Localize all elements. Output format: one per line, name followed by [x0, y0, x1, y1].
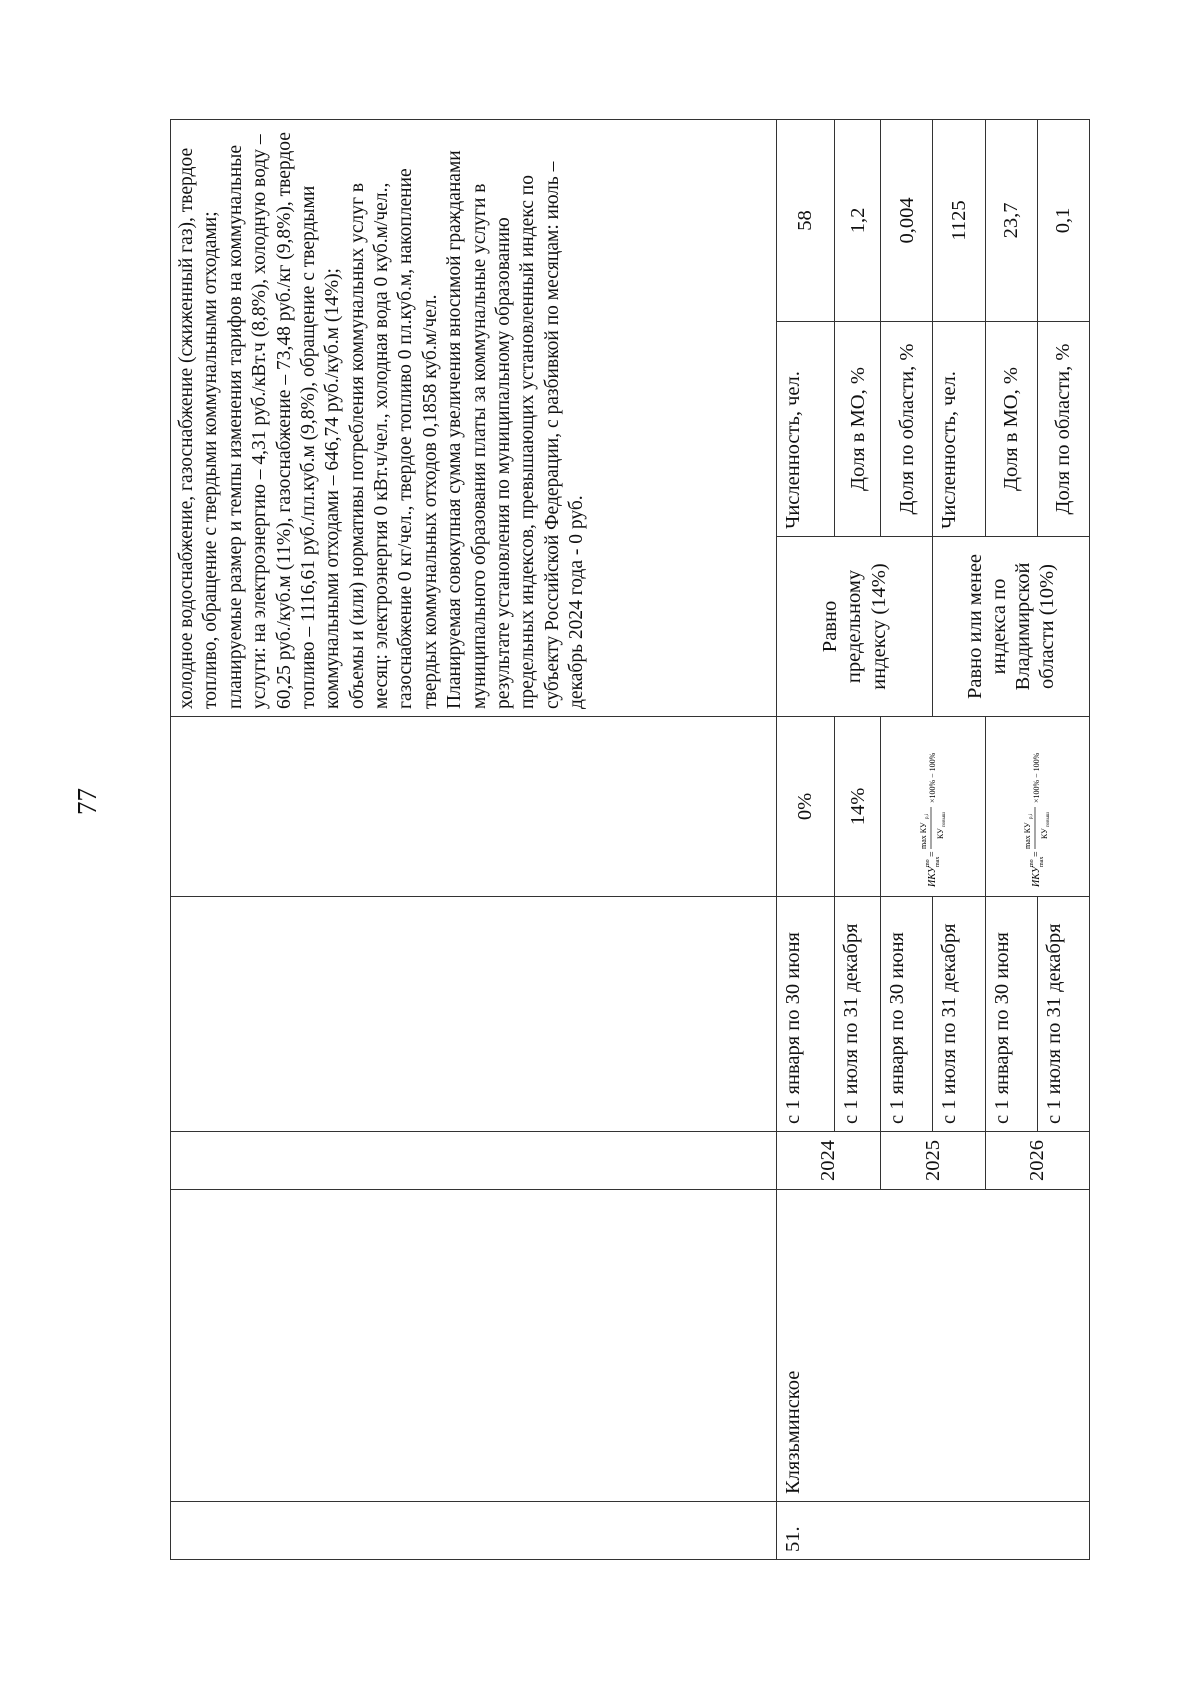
description-paragraph: холодное водоснабжение, газоснабжение (сжиженный газ), твердое топливо, обращение с твердыми коммунальными отходами; — [176, 147, 222, 709]
description-cell — [171, 119, 777, 716]
name-cell-blank — [171, 1190, 777, 1502]
indicator-label: Численность, чел. — [776, 322, 834, 537]
period-cell: с 1 января по 30 июня — [776, 897, 834, 1132]
period-cell: с 1 июля по 31 декабря — [933, 897, 985, 1132]
indicator-value: 1,2 — [835, 119, 881, 321]
indicator-value: 1125 — [933, 119, 985, 321]
svg-text:=: = — [1031, 851, 1043, 857]
year-cell: 2024 — [776, 1132, 880, 1190]
formula-lhs: ИКУ — [926, 866, 938, 887]
group-label: Равно предельному индексу (14%) — [776, 537, 933, 717]
description-paragraph: объемы и (или) нормативы потребления коммунальных услуг в месяц: электроэнергия 0 кВт.ч/чел., холодная вода 0 куб.м/чел., газоснабжение 0 кг/чел., твердое топливо 0 пл.куб.м, накопление твердых коммунальных отходов 0,1858 куб.м/чел. — [346, 168, 441, 709]
formula-denominator: КУ — [935, 828, 945, 839]
indicator-label: Доля в МО, % — [835, 322, 881, 537]
year-cell-blank — [171, 1132, 777, 1190]
period-cell: с 1 июля по 31 декабря — [1037, 897, 1089, 1132]
year-cell: 2025 — [881, 1132, 985, 1190]
indicator-value: 23,7 — [985, 119, 1037, 321]
formula-numerator: max КУ — [918, 822, 928, 849]
year-cell: 2026 — [985, 1132, 1089, 1190]
svg-text:=: = — [926, 851, 938, 857]
indicator-label: Доля в МО, % — [985, 322, 1037, 537]
period-cell-blank — [171, 897, 777, 1132]
description-paragraph: Планируемая совокупная сумма увеличения вносимой гражданами муниципального образования платы за коммунальные услуги в результате установления по муниципальному образованию предельных индексов, превышающих установленный индекс по субъекту Российской Федерации, с разбивкой по месяцам: июль – декабрь 2024 года - 0 руб. — [444, 150, 587, 709]
description-row — [171, 119, 777, 1559]
formula-denominator: КУ — [1040, 828, 1050, 839]
value-cell-blank — [171, 717, 777, 897]
formula-sup: mo — [924, 859, 931, 867]
description-paragraph: планируемые размер и темпы изменения тарифов на коммунальные услуги: на электроэнергию – 4,31 руб./кВт.ч (8,8%), холодную воду – 60,25 руб./куб.м (11%), газоснабжение – 73,48 руб./кг (9,8%), твердое топливо – 1116,61 руб./пл.куб.м (9,8%), обращение с твердыми коммунальными отходами – 646,74 руб./куб.м (14%); — [224, 132, 344, 709]
index-value: 0% — [776, 717, 834, 897]
indicator-label: Доля по области, % — [881, 322, 933, 537]
period-cell: с 1 января по 30 июня — [985, 897, 1037, 1132]
formula-sup: mo — [1029, 859, 1036, 867]
index-value: 14% — [835, 717, 881, 897]
row-number: 51. — [776, 1502, 1089, 1560]
formula-sub: max — [1039, 856, 1046, 867]
formula-cell — [881, 717, 985, 897]
municipality-name: Клязьминское — [776, 1190, 1089, 1502]
formula-sub: max — [934, 856, 941, 867]
indicator-label: Численность, чел. — [933, 322, 985, 537]
page-number: 77 — [72, 788, 102, 815]
formula-den-sub: повыш — [941, 812, 947, 827]
formula-tail: ×100% − 100% — [927, 752, 937, 803]
formula-num-sub: p,i — [924, 813, 930, 819]
rotated-table-frame — [170, 120, 1090, 1560]
indicator-label: Доля по области, % — [1037, 322, 1089, 537]
indicator-value: 0,004 — [881, 119, 933, 321]
formula-cell — [985, 717, 1089, 897]
indicator-value: 58 — [776, 119, 834, 321]
formula-den-sub: повыш — [1046, 812, 1052, 827]
tariff-table — [170, 119, 1090, 1560]
group-label: Равно или менее индекса по Владимирской области (10%) — [933, 537, 1090, 717]
period-cell: с 1 января по 30 июня — [881, 897, 933, 1132]
period-cell: с 1 июля по 31 декабря — [835, 897, 881, 1132]
formula-numerator: max КУ — [1023, 822, 1033, 849]
table-row — [776, 119, 834, 1559]
number-cell-blank — [171, 1502, 777, 1560]
indicator-value: 0,1 — [1037, 119, 1089, 321]
formula-tail: ×100% − 100% — [1032, 752, 1042, 803]
formula-icon — [908, 719, 954, 889]
formula-lhs: ИКУ — [1031, 866, 1043, 887]
formula-icon — [1012, 719, 1058, 889]
formula-num-sub: p,i — [1029, 813, 1035, 819]
